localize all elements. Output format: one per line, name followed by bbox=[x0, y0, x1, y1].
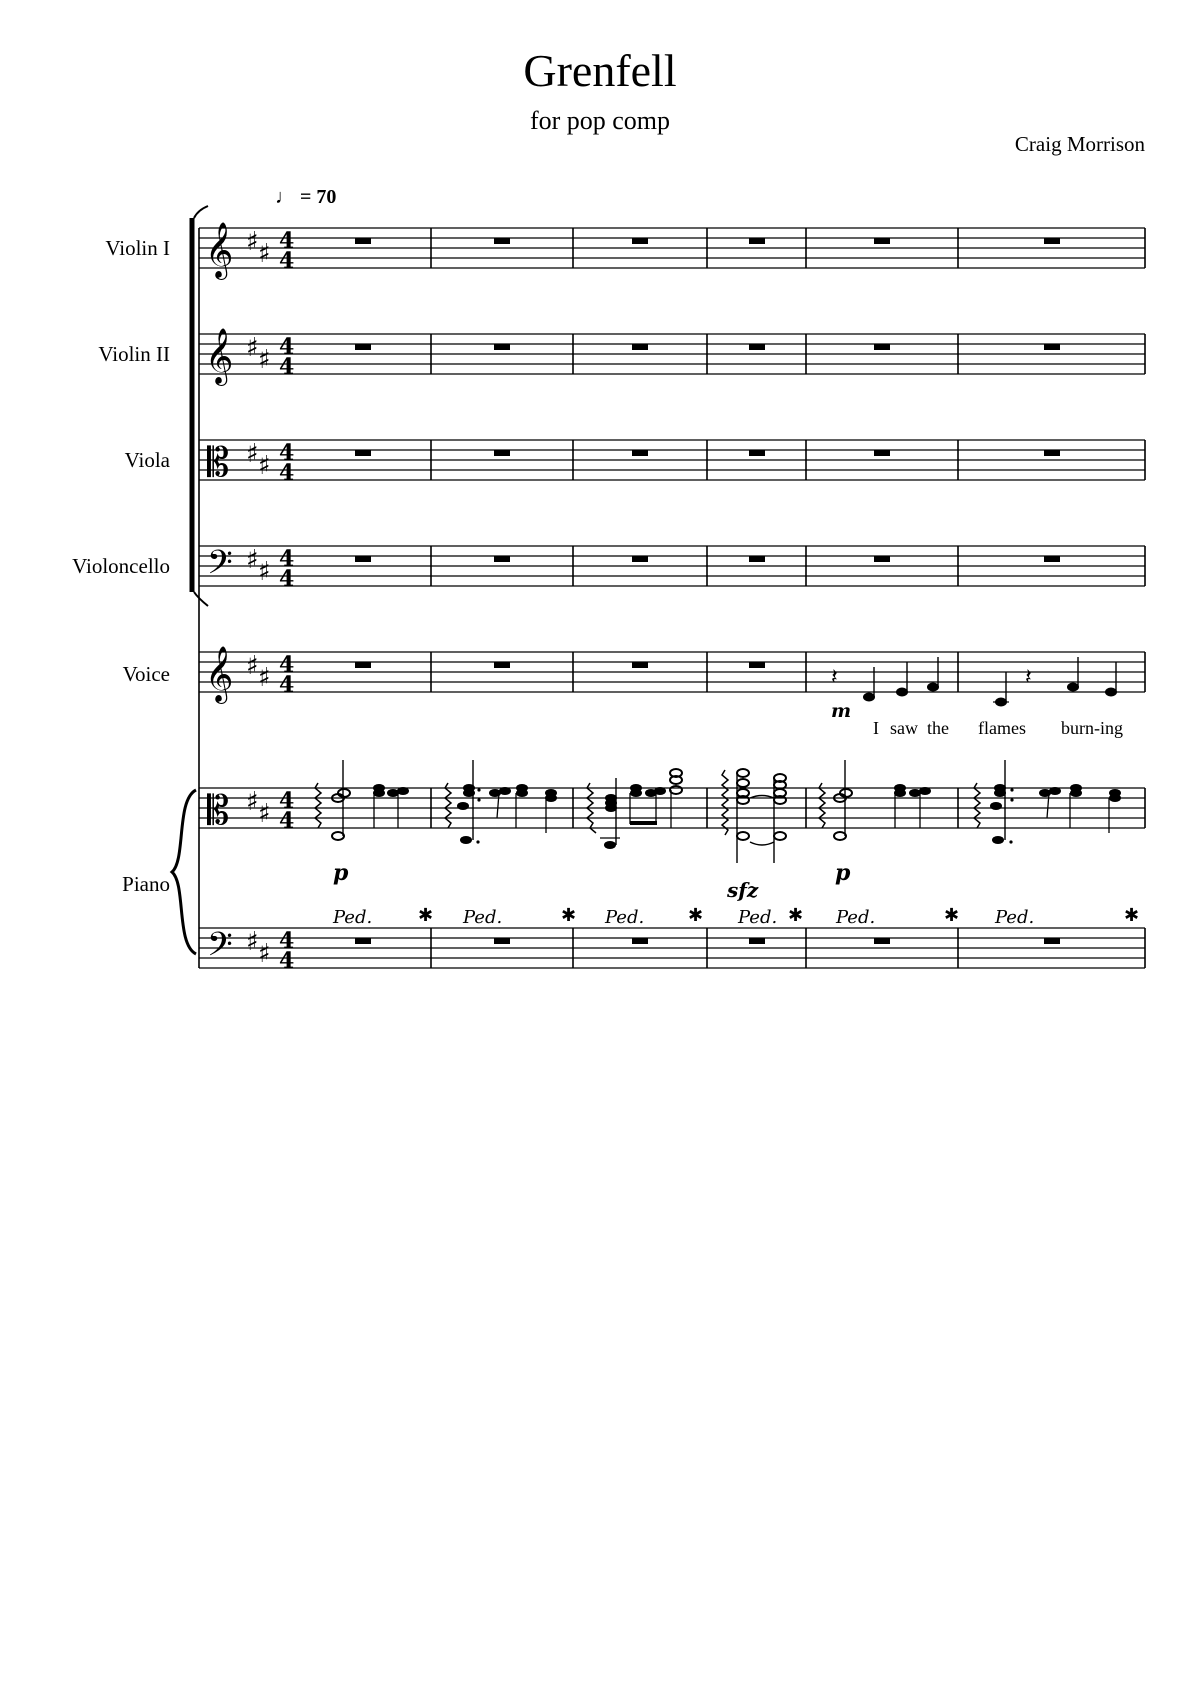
score-title: Grenfell bbox=[523, 45, 677, 96]
pedal-release-icon: ✱ bbox=[1124, 905, 1140, 925]
svg-text:𝄡: 𝄡 bbox=[207, 440, 230, 486]
staff-violin-2 bbox=[199, 328, 1145, 386]
piano-dynamic-1: p bbox=[333, 860, 349, 886]
quarter-note-icon: ♩ bbox=[275, 186, 295, 208]
staff-piano-lower bbox=[199, 926, 1145, 974]
pedal-release-icon: ✱ bbox=[944, 905, 960, 925]
label-violin-2: Violin II bbox=[98, 342, 170, 366]
svg-text:𝄢: 𝄢 bbox=[207, 544, 233, 590]
score-notation: ♯ ♯ 4 4 𝄞 𝄞 𝄡 𝄢 𝄽 𝄽 𝄞 𝄡 𝄢 bbox=[0, 0, 1200, 1697]
pedal-release-icon: ✱ bbox=[688, 905, 704, 925]
tempo-value: = 70 bbox=[300, 186, 337, 208]
pedal-down-5: Ped. bbox=[836, 907, 876, 928]
label-viola: Viola bbox=[124, 448, 170, 472]
pedal-release-icon: ✱ bbox=[418, 905, 434, 925]
svg-text:𝄽: 𝄽 bbox=[1025, 665, 1032, 690]
pedal-down-6: Ped. bbox=[995, 907, 1035, 928]
lyric-3: the bbox=[927, 718, 949, 738]
staff-piano-upper bbox=[199, 760, 1145, 863]
piano-dynamic-2: sfz bbox=[727, 878, 759, 902]
staff-violin-1 bbox=[199, 222, 1145, 280]
svg-text:𝄞: 𝄞 bbox=[205, 328, 234, 384]
label-piano: Piano bbox=[122, 872, 170, 896]
pedal-down-2: Ped. bbox=[463, 907, 503, 928]
svg-text:𝄞: 𝄞 bbox=[205, 646, 234, 702]
staff-voice bbox=[199, 646, 1145, 707]
lyric-4: flames bbox=[978, 718, 1026, 738]
piano-dynamic-3: p bbox=[835, 860, 851, 886]
staff-violoncello bbox=[199, 544, 1145, 592]
label-violin-1: Violin I bbox=[105, 236, 170, 260]
composer-name: Craig Morrison bbox=[1014, 132, 1145, 156]
lyric-1: I bbox=[873, 718, 879, 738]
pedal-release-icon: ✱ bbox=[561, 905, 577, 925]
pedal-down-4: Ped. bbox=[738, 907, 778, 928]
lyric-2: saw bbox=[890, 718, 918, 738]
score-subtitle: for pop comp bbox=[529, 106, 671, 135]
svg-text:𝄡: 𝄡 bbox=[207, 788, 230, 834]
pedal-release-icon: ✱ bbox=[788, 905, 804, 925]
svg-text:𝄞: 𝄞 bbox=[205, 222, 234, 278]
pedal-down-3: Ped. bbox=[605, 907, 645, 928]
pedal-down-1: Ped. bbox=[333, 907, 373, 928]
lyric-5: burn-ing bbox=[1061, 718, 1123, 738]
svg-text:𝄢: 𝄢 bbox=[207, 926, 233, 972]
staff-viola bbox=[199, 439, 1145, 486]
svg-text:𝄽: 𝄽 bbox=[831, 665, 838, 690]
label-voice: Voice bbox=[122, 662, 170, 686]
label-violoncello: Violoncello bbox=[72, 554, 170, 578]
voice-dynamic: m bbox=[831, 700, 852, 722]
